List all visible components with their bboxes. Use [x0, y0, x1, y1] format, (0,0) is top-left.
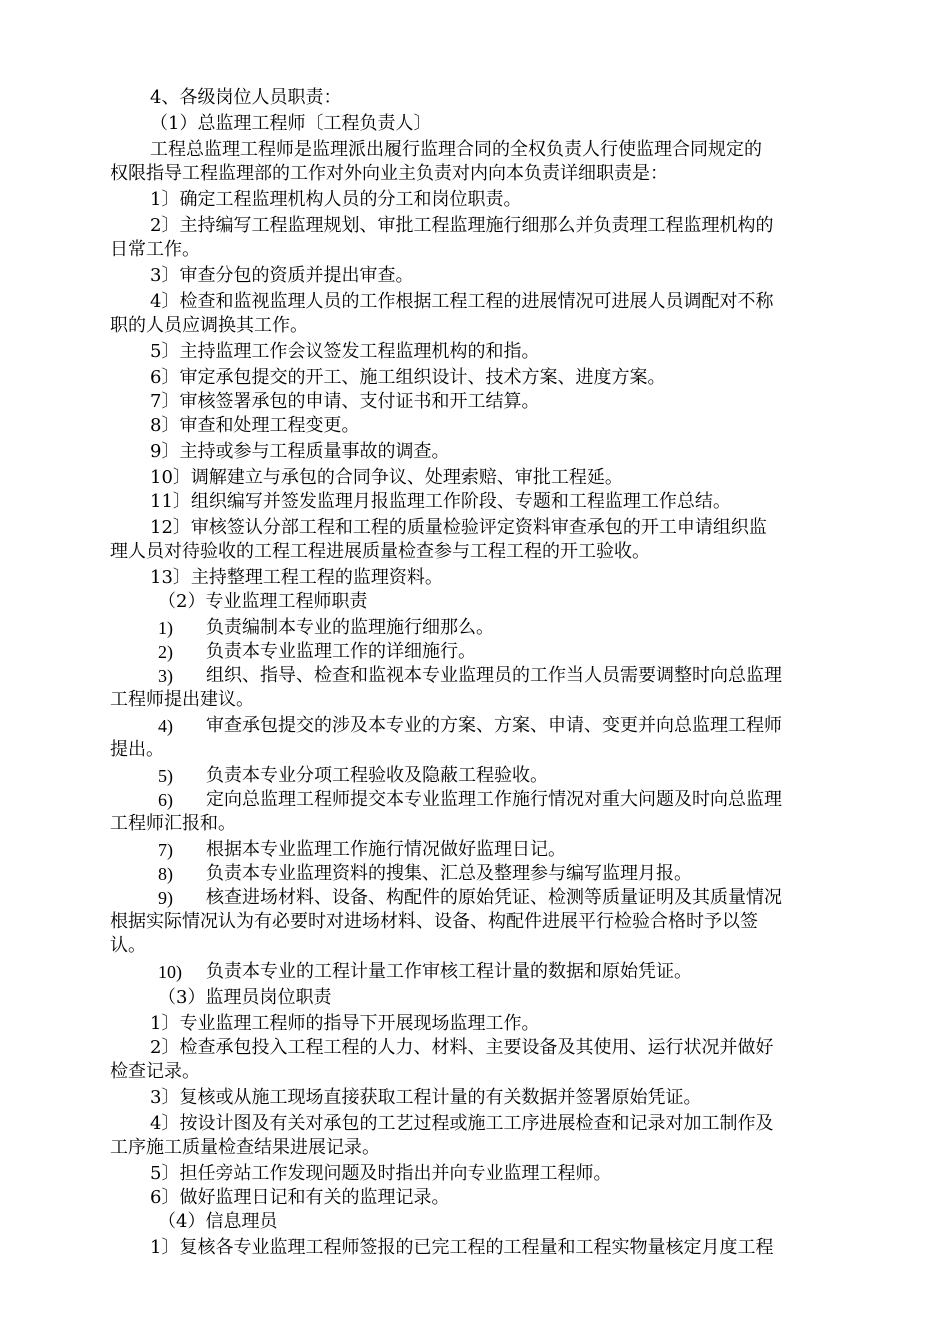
section-heading: 4、各级岗位人员职责：	[150, 87, 342, 108]
list-item-continuation: 工序施工质量检查结果进展记录。	[110, 1137, 380, 1158]
list-item-continuation: 职的人员应调换其工作。	[110, 315, 308, 336]
list-item: 5〕主持监理工作会议签发工程监理机构的和指。	[150, 341, 540, 362]
list-item: 12〕审核签认分部工程和工程的质量检验评定资料审查承包的开工申请组织监	[150, 517, 767, 538]
list-item: 审查承包提交的涉及本专业的方案、方案、申请、变更并向总监理工程师	[206, 715, 782, 736]
list-item: 1〕确定工程监理机构人员的分工和岗位职责。	[150, 189, 522, 210]
list-item: 负责本专业监理资料的搜集、汇总及整理参与编写监理月报。	[206, 863, 692, 884]
list-item: 2〕检查承包投入工程工程的人力、材料、主要设备及其使用、运行状况并做好	[150, 1037, 774, 1058]
subsection-heading: （2）专业监理工程师职责	[158, 591, 368, 612]
list-item: 13〕主持整理工程工程的监理资料。	[150, 567, 443, 588]
list-number: 7)	[158, 840, 173, 860]
list-item-continuation: 日常工作。	[110, 239, 200, 260]
list-number: 4)	[158, 716, 173, 736]
list-number: 3)	[158, 666, 173, 686]
list-number: 2)	[158, 642, 173, 662]
list-item: 8〕审查和处理工程变更。	[150, 415, 360, 436]
list-item: 2〕主持编写工程监理规划、审批工程监理施行细那么并负责理工程监理机构的	[150, 215, 774, 236]
list-item: 1〕复核各专业监理工程师签报的已完工程的工程量和工程实物量核定月度工程	[150, 1237, 774, 1258]
list-item: 1〕专业监理工程师的指导下开展现场监理工作。	[150, 1013, 540, 1034]
paragraph-line: 权限指导工程监理部的工作对外向业主负责对内向本负责详细职责是：	[110, 163, 668, 184]
list-item: 6〕做好监理日记和有关的监理记录。	[150, 1187, 450, 1208]
list-item: 11〕组织编写并签发监理月报监理工作阶段、专题和工程监理工作总结。	[150, 491, 731, 512]
list-item-continuation: 认。	[110, 935, 146, 956]
list-item-continuation: 检查记录。	[110, 1061, 200, 1082]
list-number: 6)	[158, 790, 173, 810]
list-item-continuation: 根据实际情况认为有必要时对进场材料、设备、构配件进展平行检验合格时予以签	[110, 911, 758, 932]
subsection-heading: （1）总监理工程师〔工程负责人〕	[150, 113, 432, 134]
list-number: 9)	[158, 888, 173, 908]
list-item: 4〕检查和监视监理人员的工作根据工程工程的进展情况可进展人员调配对不称	[150, 291, 774, 312]
list-item: 核查进场材料、设备、构配件的原始凭证、检测等质量证明及其质量情况	[206, 887, 782, 908]
list-item: 负责本专业分项工程验收及隐蔽工程验收。	[206, 765, 548, 786]
list-item: 负责本专业监理工作的详细施行。	[206, 641, 476, 662]
list-item: 组织、指导、检查和监视本专业监理员的工作当人员需要调整时向总监理	[206, 665, 782, 686]
list-number: 8)	[158, 864, 173, 884]
list-item: 5〕担任旁站工作发现问题及时指出并向专业监理工程师。	[150, 1163, 612, 1184]
subsection-heading: （4）信息理员	[158, 1211, 278, 1232]
list-item: 负责编制本专业的监理施行细那么。	[206, 617, 494, 638]
list-item-continuation: 提出。	[110, 739, 164, 760]
subsection-heading: （3）监理员岗位职责	[158, 987, 332, 1008]
paragraph-line: 工程总监理工程师是监理派出履行监理合同的全权负责人行使监理合同规定的	[150, 139, 762, 160]
list-item: 9〕主持或参与工程质量事故的调查。	[150, 441, 450, 462]
list-item: 10〕调解建立与承包的合同争议、处理索赔、审批工程延。	[150, 467, 623, 488]
list-item: 3〕复核或从施工现场直接获取工程计量的有关数据并签署原始凭证。	[150, 1087, 702, 1108]
list-item: 4〕按设计图及有关对承包的工艺过程或施工工序进展检查和记录对加工制作及	[150, 1113, 774, 1134]
list-number: 10)	[158, 962, 182, 982]
list-item-continuation: 工程师提出建议。	[110, 689, 254, 710]
list-item: 根据本专业监理工作施行情况做好监理日记。	[206, 839, 566, 860]
list-item: 负责本专业的工程计量工作审核工程计量的数据和原始凭证。	[206, 961, 692, 982]
list-item: 7〕审核签署承包的申请、支付证书和开工结算。	[150, 391, 540, 412]
list-item-continuation: 工程师汇报和。	[110, 813, 236, 834]
list-number: 1)	[158, 618, 173, 638]
list-number: 5)	[158, 766, 173, 786]
list-item: 3〕审查分包的资质并提出审查。	[150, 265, 414, 286]
list-item: 定向总监理工程师提交本专业监理工作施行情况对重大问题及时向总监理	[206, 789, 782, 810]
list-item: 6〕审定承包提交的开工、施工组织设计、技术方案、进度方案。	[150, 367, 666, 388]
list-item-continuation: 理人员对待验收的工程工程进展质量检查参与工程工程的开工验收。	[110, 541, 650, 562]
